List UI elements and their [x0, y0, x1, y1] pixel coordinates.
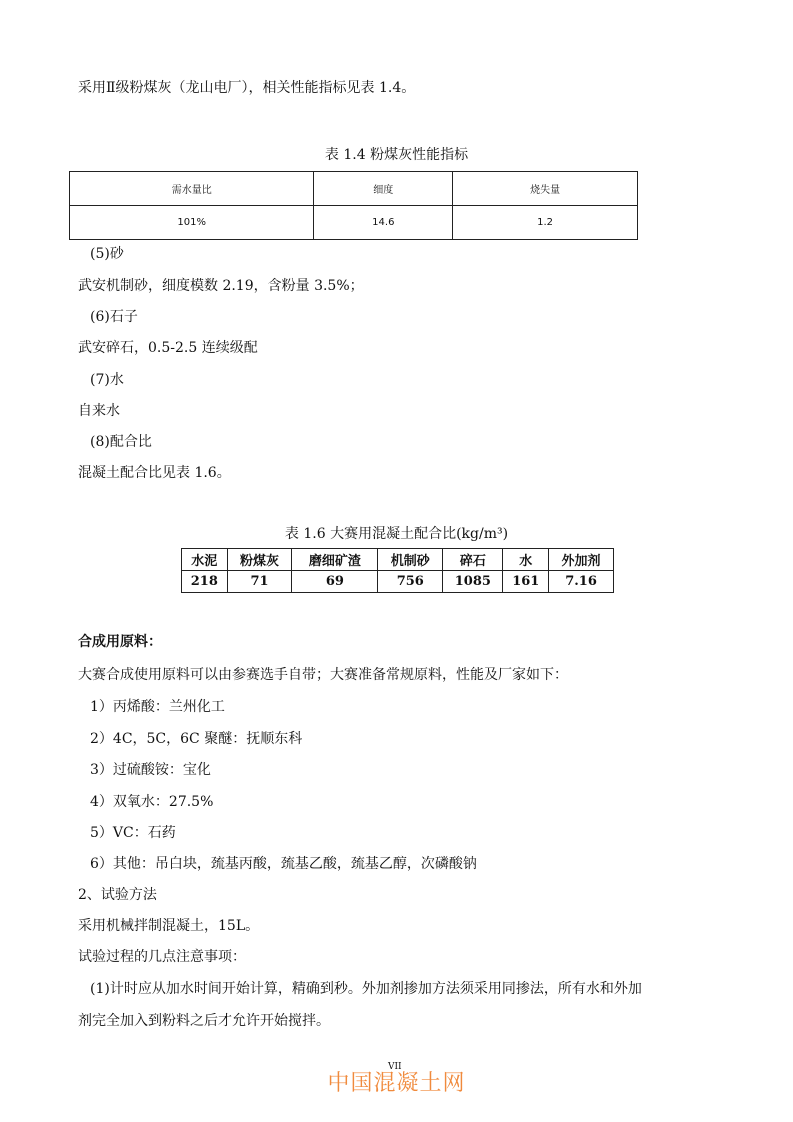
table-row — [182, 571, 614, 593]
table-1-6-caption: 表 1.6 大赛用混凝土配合比(kg/m³) — [284, 526, 509, 542]
method-note-1-cont: 剂完全加入到粉料之后才允许开始搅拌。 — [78, 1013, 330, 1029]
table-cell: 71 — [227, 571, 292, 593]
table-cell: 161 — [503, 571, 549, 593]
list-item: 3）过硫酸铵：宝化 — [90, 762, 211, 778]
synthesis-title: 合成用原料： — [78, 634, 162, 650]
method-title: 2、试验方法 — [78, 887, 157, 903]
table-cell: 101% — [70, 206, 314, 240]
table-cell: 69 — [292, 571, 378, 593]
method-line-2: 试验过程的几点注意事项： — [78, 949, 246, 965]
table-1-4-caption: 表 1.4 粉煤灰性能指标 — [324, 147, 469, 163]
list-item: 2）4C，5C，6C 聚醚：抚顺东科 — [90, 731, 303, 747]
table-header-cell: 粉煤灰 — [227, 549, 292, 571]
table-header-cell: 水泥 — [182, 549, 228, 571]
water-text: 自来水 — [78, 403, 120, 419]
list-item: 1）丙烯酸：兰州化工 — [90, 699, 225, 715]
intro-paragraph: 采用Ⅱ级粉煤灰（龙山电厂），相关性能指标见表 1.4。 — [78, 80, 416, 96]
list-item: 4）双氧水：27.5% — [90, 794, 214, 810]
list-item: 5）VC：石药 — [90, 825, 176, 841]
table-header-cell: 需水量比 — [70, 172, 314, 206]
table-cell: 14.6 — [314, 206, 453, 240]
fly-ash-table — [69, 171, 638, 240]
sand-heading: (5)砂 — [90, 246, 124, 262]
stone-text: 武安碎石，0.5-2.5 连续级配 — [78, 340, 258, 356]
list-item: 6）其他：吊白块，巯基丙酸，巯基乙酸，巯基乙醇，次磷酸钠 — [90, 856, 477, 872]
synthesis-intro: 大赛合成使用原料可以由参赛选手自带；大赛准备常规原料，性能及厂家如下： — [78, 667, 568, 683]
table-header-cell: 外加剂 — [549, 549, 614, 571]
method-line-1: 采用机械拌制混凝土，15L。 — [78, 918, 260, 934]
table-cell: 1085 — [443, 571, 503, 593]
table-header-cell: 细度 — [314, 172, 453, 206]
method-note-1: (1)计时应从加水时间开始计算，精确到秒。外加剂掺加方法须采用同掺法，所有水和外加 — [90, 981, 642, 997]
mix-heading: (8)配合比 — [90, 434, 152, 450]
mix-text: 混凝土配合比见表 1.6。 — [78, 465, 231, 481]
table-header-cell: 水 — [503, 549, 549, 571]
page-number: VII — [388, 1062, 402, 1072]
mix-ratio-table — [181, 548, 614, 593]
table-header-cell: 碎石 — [443, 549, 503, 571]
table-cell: 1.2 — [453, 206, 638, 240]
table-cell: 218 — [182, 571, 228, 593]
water-heading: (7)水 — [90, 372, 124, 388]
table-cell: 7.16 — [549, 571, 614, 593]
stone-heading: (6)石子 — [90, 309, 138, 325]
site-watermark: 中国混凝土网 — [327, 1071, 466, 1096]
sand-text: 武安机制砂，细度模数 2.19，含粉量 3.5%； — [78, 278, 364, 294]
table-cell: 756 — [378, 571, 443, 593]
table-header-cell: 烧失量 — [453, 172, 638, 206]
table-header-row — [182, 549, 614, 571]
table-header-cell: 机制砂 — [378, 549, 443, 571]
table-header-cell: 磨细矿渣 — [292, 549, 378, 571]
table-row — [70, 206, 638, 240]
table-header-row — [70, 172, 638, 206]
